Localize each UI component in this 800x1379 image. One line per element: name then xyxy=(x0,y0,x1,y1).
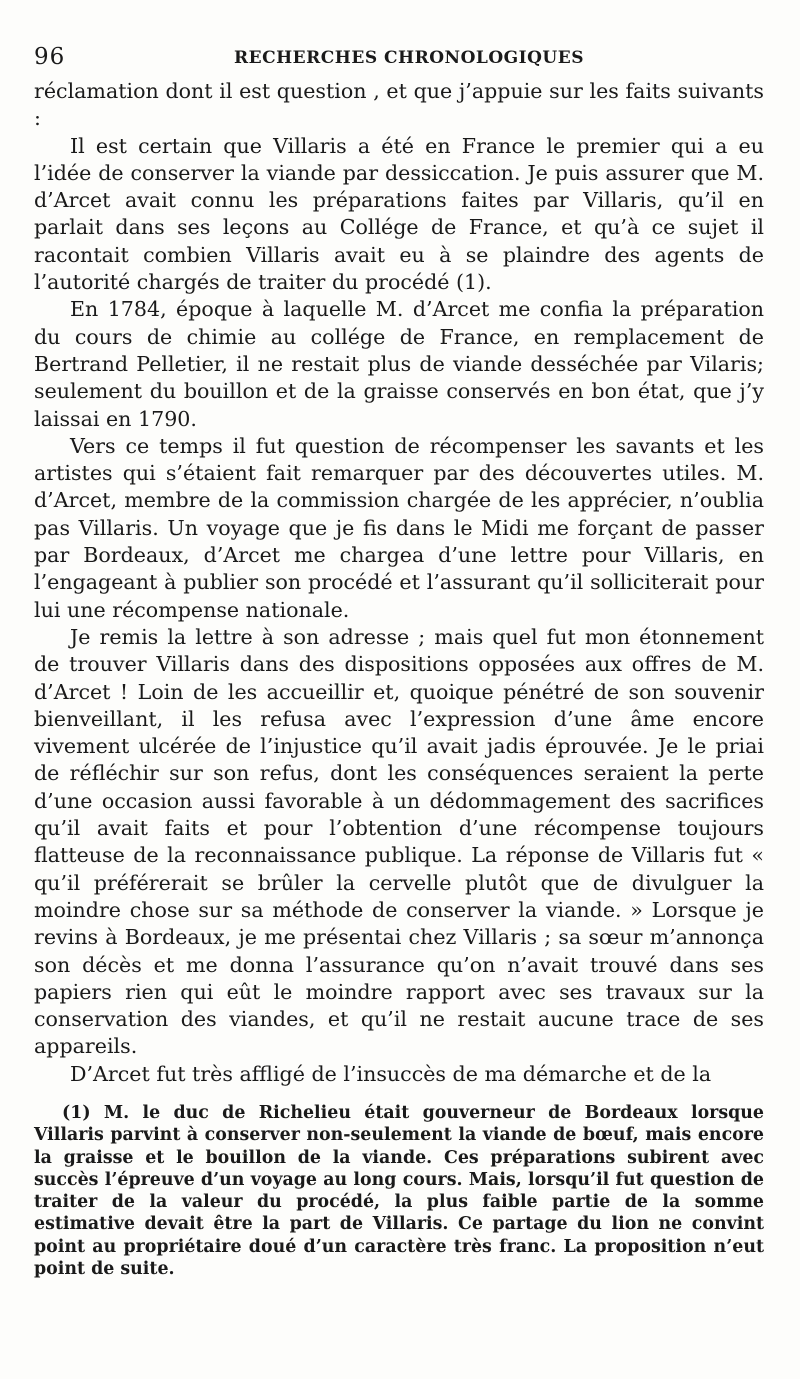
running-head: RECHERCHES CHRONOLOGIQUES xyxy=(234,48,584,68)
paragraph: Il est certain que Villaris a été en France le premier qui a eu l’idée de conserver la viande par dessiccation. Je puis assurer que M. d’Arcet avait connu les préparations faites par Villaris, qu’il en parlait dans ses leçons au Collége de France, et qu’à ce sujet il racontait combien Villaris avait eu à se plaindre des agents de l’autorité chargés de traiter du procédé (1). xyxy=(34,133,764,295)
footnote xyxy=(34,1102,764,1280)
paragraph: En 1784, époque à laquelle M. d’Arcet me confia la préparation du cours de chimie au collége de France, en remplacement de Bertrand Pelletier, il ne restait plus de viande desséchée par Vilaris; seulement du bouillon et de la graisse conservés en bon état, que j’y laissai en 1790. xyxy=(34,297,764,431)
page-header xyxy=(34,30,764,70)
paragraph: D’Arcet fut très affligé de l’insuccès de ma démarche et de la xyxy=(70,1061,712,1086)
footnote-marker: (1) xyxy=(62,1102,91,1123)
paragraph: Vers ce temps il fut question de récompenser les savants et les artistes qui s’étaient fait remarquer par des découvertes utiles. M. d’Arcet, membre de la commission chargée de les apprécier, n’oublia pas Villaris. Un voyage que je fis dans le Midi me forçant de passer par Bordeaux, d’Arcet me chargea d’une lettre pour Villaris, en l’engageant à publier son procédé et l’assurant qu’il solliciterait pour lui une récompense nationale. xyxy=(34,433,764,622)
footnote-text: M. le duc de Richelieu était gouverneur de Bordeaux lorsque Villaris parvint à conserver non-seulement la viande de bœuf, mais encore la graisse et le bouillon de la viande. Ces préparations subirent avec succès l’épreuve d’un voyage au long cours. Mais, lorsqu’il fut question de traiter de la valeur du procédé, la plus faible partie de la somme estimative devait être la part de Villaris. Ce partage du lion ne convint point au propriétaire doué d’un caractère très franc. La proposition n’eut point de suite. xyxy=(34,1102,764,1280)
paragraph: Je remis la lettre à son adresse ; mais quel fut mon étonnement de trouver Villaris dans des dispositions opposées aux offres de M. d’Arcet ! Loin de les accueillir et, quoique pénétré de son souvenir bienveillant, il les refusa avec l’expression d’une âme encore vivement ulcérée de l’injustice qu’il avait jadis éprouvée. Je le priai de réfléchir sur son refus, dont les conséquences seraient la perte d’une occasion aussi favorable à un dédommagement des sacrifices qu’il avait faits et pour l’obtention d’une récompense toujours flatteuse de la reconnaissance publique. La réponse de Villaris fut « qu’il préférerait se brûler la cervelle plutôt que de divulguer la moindre chose sur sa méthode de conserver la viande. » Lorsque je revins à Bordeaux, je me présentai chez Villaris ; sa sœur m’annonça son décès et me donna l’assurance qu’on n’avait trouvé dans ses papiers rien qui eût le moindre rapport avec ses travaux sur la conservation des viandes, et qu’il ne restait aucune trace de ses appareils. xyxy=(34,624,764,1059)
page-number: 96 xyxy=(34,44,66,70)
footnote-paragraph xyxy=(34,1102,764,1280)
body-text xyxy=(34,78,764,1088)
page xyxy=(34,30,764,1280)
paragraph-continued: réclamation dont il est question , et que j’appuie sur les faits suivants : xyxy=(34,79,764,131)
